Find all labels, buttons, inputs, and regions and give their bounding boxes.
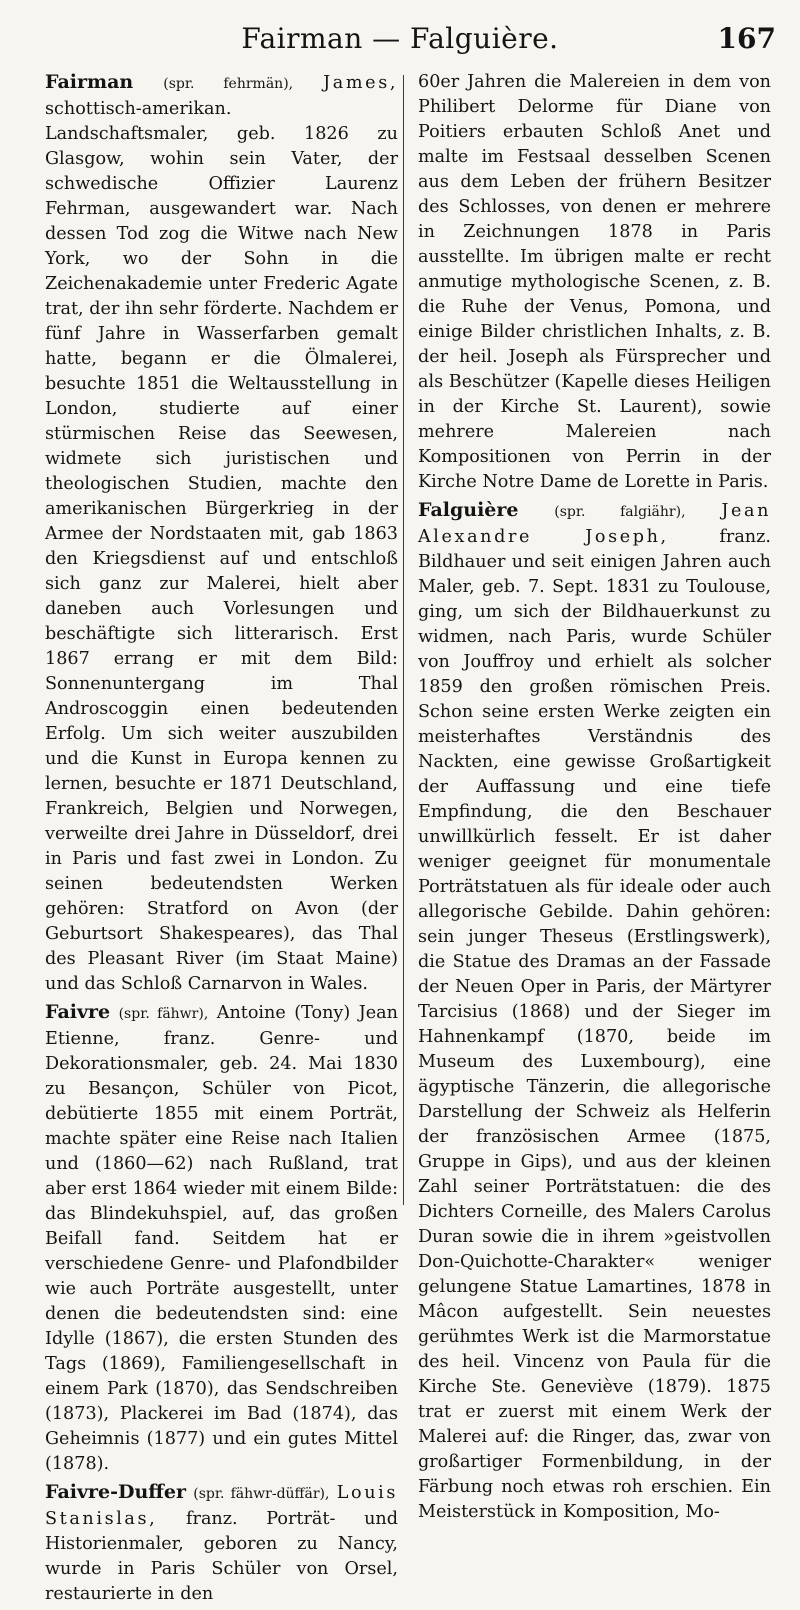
pronunciation: (spr. falgiähr), xyxy=(554,504,686,520)
entry-body: Jean Etienne, franz. Genre- und Dekorationsmaler, geb. 24. Mai 1830 zu Besançon, Schüler von Picot, debütierte 1855 mit einem Porträt, machte später eine Reise nach Italien und (1860—62) nach Rußland, trat aber erst 1864 wieder mit einem Bilde: das Blindekuhspiel, auf, das großen Beifall fand. Seitdem hat er verschiedene Genre- und Plafondbilder wie auch Porträte ausgestellt, unter denen die bedeutendsten sind: eine Idylle (1867), die ersten Stunden des Tags (1869), Familiengesellschaft in einem Park (1870), das Sendschreiben (1873), Plackerei im Bad (1874), das Geheimnis (1877) und ein gutes Mittel (1878). xyxy=(45,1003,398,1474)
entry-body: schottisch-amerikan. Landschaftsmaler, geb. 1826 zu Glasgow, wohin sein Vater, der schwedische Offizier Laurenz Fehrman, ausgewandert war. Nach dessen Tod zog die Witwe nach New York, wo der Sohn in die Zeichenakademie unter Frederic Agate trat, der ihn sehr förderte. Nachdem er fünf Jahre in Wasserfarben gemalt hatte, begann er die Ölmalerei, besuchte 1851 die Weltausstellung in London, studierte auf einer stürmischen Reise das Seewesen, widmete sich juristischen und theologischen Studien, machte den amerikanischen Bürgerkrieg in der Armee der Nordstaaten mit, gab 1863 den Kriegsdienst auf und entschloß sich ganz zur Malerei, hielt aber daneben auch Vorlesungen und beschäftigte sich litterarisch. Erst 1867 errang er mit dem Bild: Sonnenuntergang im Thal Androscoggin einen bedeutenden Erfolg. Um sich weiter auszubilden und die Kunst in Europa kennen zu lernen, besuchte er 1871 Deutschland, Frankreich, Belgien und Norwegen, verweilte drei Jahre in Düsseldorf, drei in Paris und fast zwei in London. Zu seinen bedeutendsten Werken gehören: Stratford on Avon (der Geburtsort Shakespeares), das Thal des Pleasant River (im Staat Maine) und das Schloß Carnarvon in Wales. xyxy=(45,99,398,994)
pronunciation: (spr. fähwr-düffär), xyxy=(193,1486,330,1502)
column-divider xyxy=(403,75,404,1205)
entry-falguiere xyxy=(418,498,771,1525)
left-column xyxy=(45,70,398,1610)
entry-body: franz. Bildhauer und seit einigen Jahren auch Maler, geb. 7. Sept. 1831 zu Toulouse, ging, um sich der Bildhauerkunst zu widmen, nach Paris, wurde Schüler von Jouffroy und erhielt als solcher 1859 den großen römischen Preis. Schon seine ersten Werke zeigten ein meisterhaftes Verständnis des Nackten, eine gewisse Großartigkeit der Auffassung und eine tiefe Empfindung, die den Beschauer unwillkürlich fesselt. Er ist daher weniger geeignet für monumentale Porträtstatuen als für ideale oder auch allegorische Gebilde. Dahin gehören: sein junger Theseus (Erstlingswerk), die Statue des Dramas an der Fassade der Neuen Oper in Paris, der Märtyrer Tarcisius (1868) und der Sieger im Hahnenkampf (1870, beide im Museum des Luxembourg), eine ägyptische Tänzerin, die allegorische Darstellung der Schweiz als Helferin der französischen Armee (1875, Gruppe in Gips), und aus der kleinen Zahl seiner Porträtstatuen: die des Dichters Corneille, des Malers Carolus Duran sowie die in ihrem »geistvollen Don-Quichotte-Charakter« weniger gelungene Statue Lamartines, 1878 in Mâcon aufgestellt. Sein neuestes gerühmtes Werk ist die Marmorstatue des heil. Vincenz von Paula für die Kirche Ste. Geneviève (1879). 1875 trat er zuerst mit einem Werk der Malerei auf: die Ringer, das, zwar von großartiger Formenbildung, in der Färbung noch etwas roh erschien. Ein Meisterstück in Komposition, Mo- xyxy=(418,527,771,1522)
entry-continuation: 60er Jahren die Malereien in dem von Philibert Delorme für Diane von Poitiers erbauten Schloß Anet und malte im Festsaal desselben Scenen aus dem Leben der frühern Besitzer des Schlosses, von denen er mehrere in Zeichnungen 1878 in Paris ausstellte. Im übrigen malte er recht anmutige mythologische Scenen, z. B. die Ruhe der Venus, Pomona, und einige Bilder christlichen Inhalts, z. B. der heil. Joseph als Fürsprecher und als Beschützer (Kapelle dieses Heiligen in der Kirche St. Laurent), sowie mehrere Malereien nach Kompositionen von Perrin in der Kirche Notre Dame de Lorette in Paris. xyxy=(418,72,771,492)
person-name: Louis Stanislas, xyxy=(45,1483,399,1529)
running-head: Fairman — Falguière. xyxy=(241,22,559,55)
entry-faivre-duffer xyxy=(45,1480,398,1607)
pronunciation: (spr. fehrmän), xyxy=(163,76,294,92)
headword: Falguière xyxy=(418,499,519,521)
entry-faivre xyxy=(45,1000,398,1477)
entry-body: franz. Porträt- und Historienmaler, geboren zu Nancy, wurde in Paris Schüler von Orsel, restaurierte in den xyxy=(45,1509,398,1604)
person-name: Jean Alexandre Joseph, xyxy=(418,501,771,547)
headword: Faivre-Duffer xyxy=(45,1481,186,1503)
headword: Faivre xyxy=(45,1001,111,1023)
pronunciation: (spr. fähwr), xyxy=(118,1006,209,1022)
entry-fairman xyxy=(45,70,398,997)
right-column xyxy=(418,70,771,1528)
page-number: 167 xyxy=(717,22,776,55)
page-header xyxy=(0,22,800,62)
person-name: James, xyxy=(323,73,399,93)
person-name: Antoine (Tony) xyxy=(216,1003,351,1023)
headword: Fairman xyxy=(45,71,134,93)
